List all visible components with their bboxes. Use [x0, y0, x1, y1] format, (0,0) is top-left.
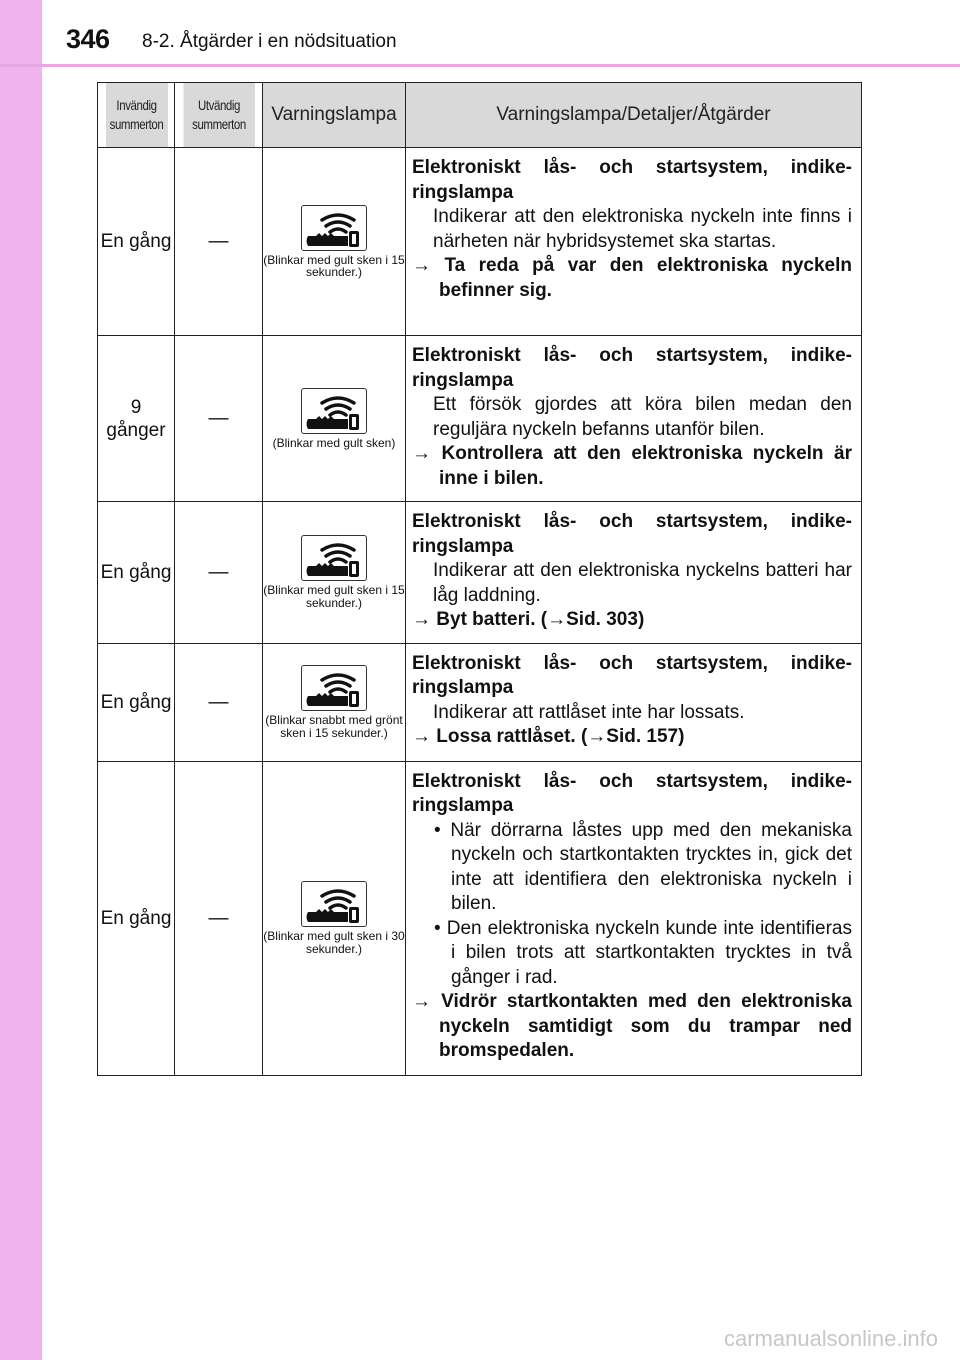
lamp-caption: (Blinkar med gult sken i 15 sekunder.)	[263, 252, 405, 279]
detail-description: Indikerar att rattlåset inte har lossats.	[433, 701, 745, 723]
detail-action	[412, 990, 852, 1064]
interior-buzzer-count: En gång	[98, 502, 175, 644]
exterior-buzzer-value: —	[175, 336, 263, 502]
detail-title: Elektroniskt lås- och startsystem, indikeringslampa	[412, 770, 852, 816]
lamp-caption: (Blinkar med gult sken i 15 sekunder.)	[263, 583, 405, 610]
table-header-row	[98, 83, 862, 148]
action-arrow-icon: →	[412, 991, 431, 1012]
detail-bullet: • När dörrarna låstes upp med den mekaniska nyckeln och startkontakten trycktes in, gick det inte att identifiera den elektroniska nyckeln i bilen.	[434, 819, 852, 914]
lamp-caption: (Blinkar med gult sken i 30 sekunder.)	[263, 929, 405, 956]
action-arrow-icon: →	[412, 255, 431, 276]
electronic-key-warning-icon	[301, 881, 367, 927]
action-text: Ta reda på var den elektroniska nyckeln befinner sig.	[439, 255, 853, 301]
section-title: 8-2. Åtgärder i en nödsituation	[142, 31, 397, 52]
col-header-exterior-buzzer: Utvändig summerton	[182, 83, 254, 148]
lamp-caption: (Blinkar med gult sken)	[272, 435, 396, 450]
table-row	[98, 643, 862, 761]
detail-bullet: • Den elektroniska nyckeln kunde inte identifieras i bilen trots att startkontakten trycktes in två gånger i rad.	[434, 917, 852, 988]
detail-action	[412, 608, 852, 633]
exterior-buzzer-value: —	[175, 643, 263, 761]
detail-cell	[406, 761, 862, 1075]
exterior-buzzer-value: —	[175, 502, 263, 644]
action-text: Vidrör startkontakten med den elektroniska nyckeln samtidigt som du trampar ned bromspedalen.	[439, 991, 853, 1061]
electronic-key-warning-icon	[301, 205, 367, 251]
table-row	[98, 761, 862, 1075]
electronic-key-warning-icon	[301, 665, 367, 711]
page-number: 346	[66, 24, 110, 54]
interior-buzzer-count: 9 gånger	[98, 336, 175, 502]
detail-action	[412, 442, 852, 491]
detail-title: Elektroniskt lås- och startsystem, indikeringslampa	[412, 511, 852, 557]
header-divider	[0, 64, 960, 67]
table-row	[98, 148, 862, 336]
exterior-buzzer-value: —	[175, 148, 263, 336]
warning-lamp-cell	[263, 336, 406, 502]
interior-buzzer-count: En gång	[98, 148, 175, 336]
detail-title: Elektroniskt lås- och startsystem, indikeringslampa	[412, 652, 852, 698]
electronic-key-warning-icon	[301, 388, 367, 434]
action-arrow-icon: →	[412, 443, 431, 464]
side-color-strip	[0, 0, 42, 1360]
action-text: Lossa rattlåset. (→Sid. 157)	[436, 726, 685, 747]
col-header-interior-buzzer: Invändig summerton	[104, 83, 167, 148]
warning-lamp-cell	[263, 502, 406, 644]
lamp-caption: (Blinkar snabbt med grönt sken i 15 sekunder.)	[265, 713, 403, 740]
warning-table	[97, 82, 862, 1076]
interior-buzzer-count: En gång	[98, 643, 175, 761]
exterior-buzzer-value: —	[175, 761, 263, 1075]
col-header-warning-lamp: Varningslampa	[263, 83, 406, 148]
warning-lamp-cell	[263, 761, 406, 1075]
detail-description: Ett försök gjordes att köra bilen medan den reguljära nyckeln befanns utanför bilen.	[433, 394, 852, 440]
detail-cell	[406, 643, 862, 761]
detail-cell	[406, 148, 862, 336]
detail-title: Elektroniskt lås- och startsystem, indikeringslampa	[412, 345, 852, 391]
action-arrow-icon: →	[412, 726, 431, 747]
table-row	[98, 502, 862, 644]
warning-lamp-cell	[263, 643, 406, 761]
action-text: Kontrollera att den elektroniska nyckeln är inne i bilen.	[439, 443, 852, 489]
detail-cell	[406, 502, 862, 644]
warning-lamp-cell	[263, 148, 406, 336]
table-row	[98, 336, 862, 502]
detail-description: Indikerar att den elektroniska nyckeln inte finns i närheten när hybridsystemet ska startas.	[433, 206, 852, 252]
col-header-details: Varningslampa/Detaljer/Åtgärder	[406, 83, 862, 148]
detail-description: Indikerar att den elektroniska nyckelns batteri har låg laddning.	[433, 560, 852, 606]
interior-buzzer-count: En gång	[98, 761, 175, 1075]
watermark: carmanualsonline.info	[723, 1326, 938, 1351]
detail-title: Elektroniskt lås- och startsystem, indikeringslampa	[412, 157, 852, 203]
action-arrow-icon: →	[412, 609, 431, 630]
electronic-key-warning-icon	[301, 535, 367, 581]
detail-cell	[406, 336, 862, 502]
detail-action	[412, 254, 852, 303]
detail-action	[412, 725, 852, 750]
action-text: Byt batteri. (→Sid. 303)	[436, 609, 645, 630]
